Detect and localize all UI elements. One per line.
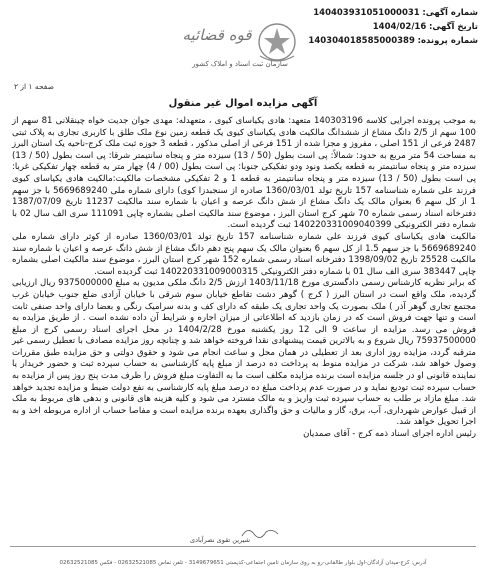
notice-meta [308, 6, 478, 48]
file-number-label: شماره پرونده: [417, 36, 478, 46]
notice-title: آگهی مزایده اموال غیر منقول [168, 98, 318, 109]
body-paragraph-2: مالکیت هادی یکیاسای کیوی فرزند علی شماره شناسنامه 157 تاریخ تولد 1360/03/01 صادره از کوثر دارای شماره ملی 5669689240 با جز سهم 1.5 از کل سهم 6 بعنوان مالک یک سهم پنج دهم دانگ مشاع از شش دانگ عرصه و اعیان با شماره سند مالکیت 25528 تاریخ 1398/09/02 دفترخانه اسناد رسمی شماره 152 شهر کرج استان البرز ، موضوع سند مالکیت اصلی بشماره چاپی 383447 سری الف سال 01 با شماره دفتر الکترونیکی 140220331009000315 ثبت گردیده است. [12, 231, 477, 277]
notice-number-label: شماره آگهی: [422, 8, 478, 18]
notice-number: 140403931051000031 [313, 8, 420, 18]
signature-divider [10, 546, 476, 547]
signer-name: شیرین تقوی نصرآبادی [190, 536, 251, 544]
file-number: 140304018585000389 [308, 36, 415, 46]
footer-address: آدرس: کرج-میدان آزادگان-اول بلوار طالقانی-رو به روی سازمان تامین اجتماعی-کدپستی 3149679651 - تلفن تماس 02632521085 - فکس 02632521085 [59, 560, 427, 566]
notice-date-label: تاریخ آگهی: [428, 22, 478, 32]
org-title: قوه قضائیه [182, 26, 252, 44]
file-number-row [308, 34, 478, 48]
org-logo [132, 20, 322, 76]
notice-number-row [308, 6, 478, 20]
header [0, 0, 486, 92]
notice-date: 1404/02/16 [372, 22, 427, 32]
body-paragraph-3: که برابر نظریه کارشناس رسمی دادگستری مورخ 1403/11/18 ارزش 2/5 دانگ ملکی مدیون به مبلغ 9375000000 ریال ارزیابی گردیده، ملک واقع است در استان البرز ( کرج ) گوهر دشت تقاطع خیابان سوم شرقی با خیابان آزادی ضلع جنوب خیابان غرب مجتمع تجاری گوهر آذر ) ملک بصورت یک واحد تجاری یک طبقه که دارای کف و بدنه سرامیک رنگی و بعضا دارای واحد صنفی ثابت است و تنها جهت فروش است که در زمان بازدید که اطلاعاتی از میزان اجاره و شرایط آن داده نشده است . از طریق مزایده به فروش می رسد. مزایده از ساعت 9 الی 12 روز یکشنبه مورخ 1404/2/28 در محل اجرای اسناد رسمی کرج از مبلغ 75937500000 ریال شروع و به بالاترین قیمت پیشنهادی نقدا فروخته خواهد شد و چنانچه روز مزایده مصادف با تعطیل رسمی غیر مترقبه گردد، مزایده روز اداری بعد از تعطیلی در همان محل و ساعت انجام می شود و حقوق دولتی و حق مزایده طبق مقررات وصول خواهد شد، شرکت در مزایده منوط به پرداخت ده درصد از مبلغ پایه کارشناسی به حساب سپرده ثبت و حضور خریدار یا نماینده قانونی او در جلسه مزایده است برنده مزایده مکلف است ما به التفاوت مبلغ فروش را ظرف مدت پنج روز پس از مزایده به حساب سپرده ثبت تودیع نماید و در صورت عدم پرداخت مبلغ ده درصد مبلغ پایه کارشناسی به نفع دولت ضبط و مزایده تجدید خواهد شد. مبلغ مازاد بر طلب به حساب سپرده ثبت واریز و به مالک مسترد می شود و کلیه هزینه های قانونی و بدهی های مربوط به ملک از قبیل عوارض شهرداری، آب، برق، گاز و مالیات و حق واگذاری بعهده برنده مزایده است و مفاصا حساب از اداره مربوطه اخذ و به اجرا تحویل خواهد شد. [12, 278, 476, 428]
signature-area [0, 528, 486, 558]
page-count: صفحه ۱ از ۲ [14, 82, 54, 91]
notice-date-row [308, 20, 478, 34]
body-paragraph-4: رئیس اداره اجرای اسناد ذمه کرج - آقای صمدیان [303, 429, 476, 440]
body-paragraph-1: به موجب پرونده اجرایی کلاسه 140303196 متعهد: هادی یکیاسای کیوی ، متعهدله: مهدی جوان جدیت خواه چینقلانی 81 سهم از 100 سهم از 2/5 دانگ مشاع از ششدانگ مالکیت هادی یکیاسای کیوی یک قطعه زمین نوع ملک طلق با کاربری تجاری به پلاک ثبتی 2487 فرعی از 151 اصلی ، مفروز و مجزا شده از 151 فرعی از اصلی مذکور ، قطعه 3 حوزه ثبت ملک کرج-ناحیه یک استان البرز به مساحت 54 متر مربع به حدود: شمالاً: پی است بطول (50 / 13) سیزده متر و پنجاه سانتیمتر شرقا: پی است بطول (50 / 13) سیزده متر و پنجاه سانتیمتر به قطعه یکصد ونود ودو تفکیکی جنوبا: پی است بطول (00 / 4) چهار متر به قطعه چهار تفکیکی غربا: پی است بطول (50 / 13) سیزده متر و پنجاه سانتیمتر به قطعه 1 و 2 تفکیکی مشخصات مالکیت:مالکیت هادی یکیاسای کیوی فرزند علی شماره شناسنامه 157 تاریخ تولد 1360/03/01 صادره از سنجبدزا کوی) دارای شماره ملی 5669689240 با جز سهم 1 از کل سهم 6 بعنوان مالک یک دانگ مشاع از شش دانگ عرصه و اعیان با شماره سند مالکیت 11237 تاریخ 1387/07/09 دفترخانه اسناد رسمی شماره 70 شهر کرج استان البرز ، موضوع سند مالکیت اصلی بشماره چاپی 111091 سری الف سال 02 با شماره دفتر الکترونیکی 140220331009040399 ثبت گردیده است. [12, 116, 476, 231]
org-name: سازمان ثبت اسناد و املاک کشور [192, 60, 288, 68]
notice-body [12, 116, 476, 441]
